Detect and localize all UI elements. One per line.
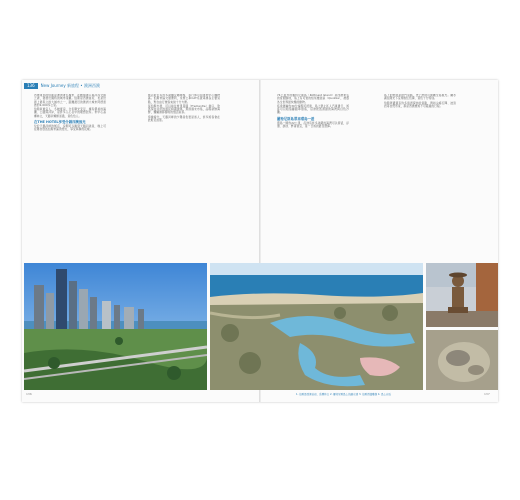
paragraph: 位於天鵝河畔的飯店，房間可以眺望天鵝河美景，晚上可在陽台欣賞伯斯市區的燈火，享受寧靜的夜晚。 bbox=[34, 124, 106, 132]
paragraph: 搭乘渡輪約30分鐘即可抵達，島上禁止私人汽車通行，遊客可以租借腳踏車環島，沿途欣賞清澈的海灣與白色沙灘。 bbox=[277, 103, 349, 115]
text-column-4 bbox=[384, 94, 456, 229]
perth-skyline-photo bbox=[24, 263, 207, 390]
rottnest-aerial-photo bbox=[210, 263, 423, 390]
header-title: New Journey 新旅程 • 澳洲西澳 bbox=[40, 83, 100, 88]
page-header bbox=[24, 82, 100, 90]
paragraph: 飯店附近有許多餐廳及咖啡館，步行即可到達市中心購物區。伯斯市區交通便利，免費公車CAT系統串連各主要景點，對自由行旅客來說十分方便。 bbox=[148, 94, 220, 104]
paragraph: 西澳東部的伯斯是澳洲著名城市，在數個港口與河流交匯之處，發展出獨特的城市景觀。伯斯是西澳首府，也是世界上最孤立的大城市之一，距離最近的澳洲大城市阿德雷德約2,000多公里。 bbox=[34, 94, 106, 107]
paragraph: 環島一圈約22公里，沿途有許多美麗的海灣可以停留，浮潛、游泳、野餐皆宜，是一日遊的最佳選擇。 bbox=[277, 120, 349, 129]
text-column-2 bbox=[148, 94, 220, 229]
page-number-right: 137 bbox=[484, 392, 490, 396]
text-column-3 bbox=[277, 94, 349, 229]
paragraph: 島上的燈塔是熱門景點，登上燈塔可俯瞰全島風光。鹹水湖在陽光下呈現粉紅色澤，景色十分特別。 bbox=[384, 94, 456, 101]
page-number-left: 136 bbox=[26, 392, 32, 396]
paragraph: 74公里外的羅特尼斯島（Rottnest Island）是西澳著名的度假勝地，島上有可愛的短尾矮袋鼠（Quokka），被譽為全世界最快樂的動物。 bbox=[277, 94, 349, 104]
section-heading: 羅特尼斯島單車環島一遊 bbox=[277, 116, 315, 121]
text-column-1 bbox=[34, 94, 106, 229]
header-tag: 136 bbox=[24, 83, 38, 89]
section-heading: 在THE HOTEL享受什錦西澳風光 bbox=[34, 120, 86, 125]
statue-photo bbox=[426, 263, 498, 327]
photo-caption: 1. 伯斯是西澳首府，高樓林立 2. 羅特尼斯島上的鹹水湖 3. 伯斯街頭雕像 4. 島上岩石 bbox=[296, 393, 392, 396]
paragraph: 從伯斯出發，可以前往費里曼圖（Fremantle）港口，欣賞保存完好的殖民時期建築，逛逛週末市集，品嚐新鮮海鮮，體驗港都獨特的慢活氣氛。 bbox=[148, 103, 220, 115]
paragraph: 伯斯周邊還有許多值得探訪的景點，例如尖峰石陣、波浪岩等自然奇景，都是西澳旅遊不可錯過的行程。 bbox=[384, 100, 456, 108]
paragraph: 伯斯氣候宜人，冬暖夏涼，全年陽光充足，擁有優美的海灘、公園與河岸，是許多人心目中的理想居所。市中心高樓林立，天鵝河蜿蜒而過，景色怡人。 bbox=[34, 107, 106, 118]
rock-photo bbox=[426, 330, 498, 390]
paragraph: 傍晚時分，天鵝河畔的夕陽景色更是迷人，許多遊客會在此駐足拍照。 bbox=[148, 114, 220, 123]
